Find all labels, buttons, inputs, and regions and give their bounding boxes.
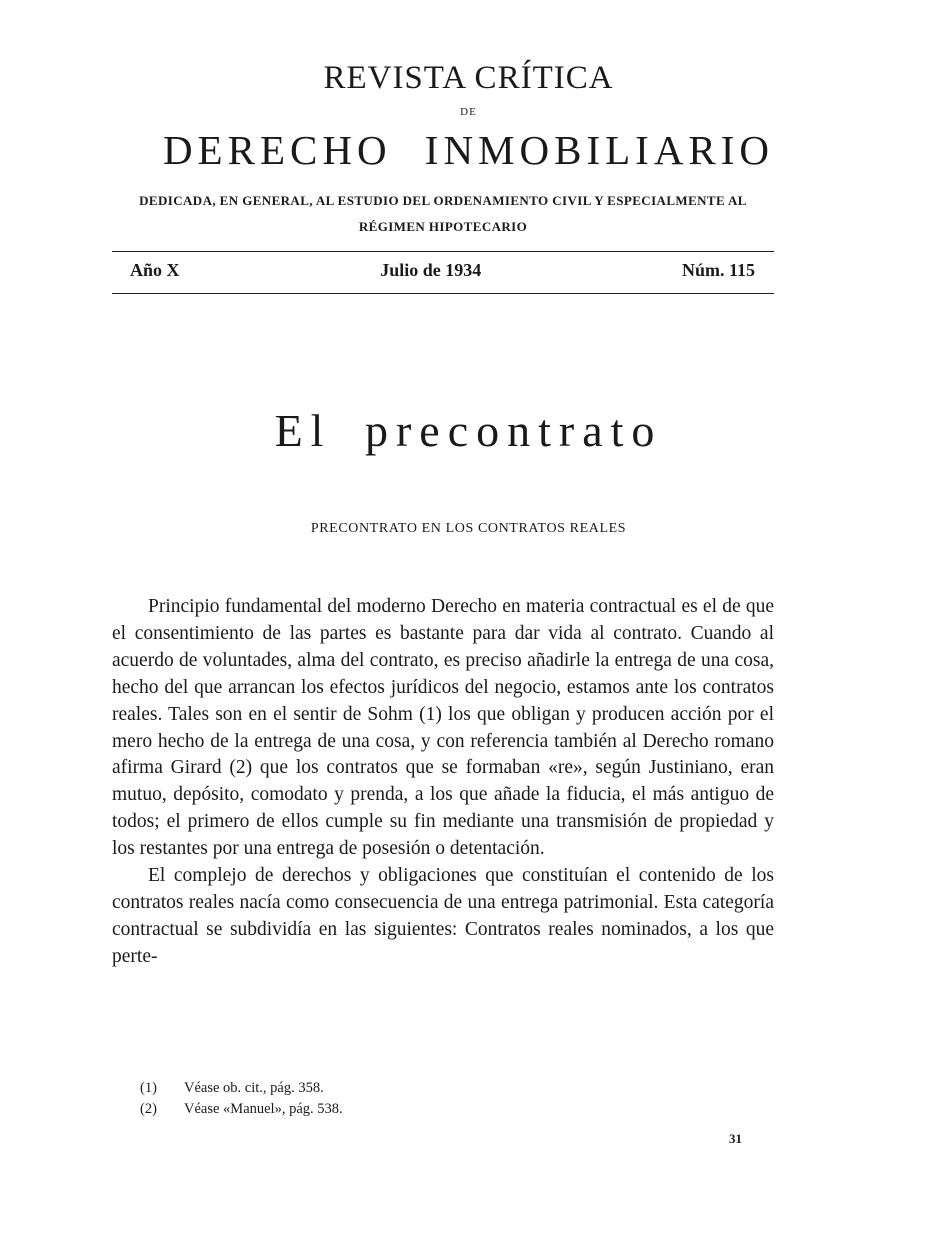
footnote-text: Véase «Manuel», pág. 538. [184,1101,343,1117]
journal-main-title: DERECHO INMOBILIARIO [162,127,775,173]
footnote [140,1099,740,1120]
header-rule-top [112,251,774,252]
article-body [112,594,774,971]
page-number: 31 [729,1131,742,1146]
article-title: El precontrato [274,405,663,456]
issue-info-row [130,260,755,281]
issue-date: Julio de 1934 [380,260,482,280]
journal-dedication: DEDICADA, EN GENERAL, AL ESTUDIO DEL ORDENAMIENTO CIVIL Y ESPECIALMENTE AL RÉGIMEN HIPOTECARIO [139,193,747,234]
issue-year: Año X [130,260,180,280]
footnotes [140,1078,740,1120]
journal-title-de: DE [460,106,477,118]
article-subtitle: PRECONTRATO EN LOS CONTRATOS REALES [310,521,627,536]
journal-title: REVISTA CRÍTICA [323,60,614,96]
footnote-text: Véase ob. cit., pág. 358. [184,1080,324,1096]
footnote-mark: (2) [140,1101,157,1117]
footnote [140,1078,740,1099]
body-paragraph: El complejo de derechos y obligaciones que constituían el contenido de los contratos reales nacía como consecuencia de una entrega patrimonial. Esta categoría contractual se subdividía en las siguientes: Contratos reales nominados, a los que perte- [112,865,774,967]
body-paragraph: Principio fundamental del moderno Derecho en materia contractual es el de que el consentimiento de las partes es bastante para dar vida al contrato. Cuando al acuerdo de voluntades, alma del contrato, es preciso añadirle la entrega de una cosa, hecho del que arrancan los efectos jurídicos del negocio, estamos ante los contratos reales. Tales son en el sentir de Sohm (1) los que obligan y producen acción por el mero hecho de la entrega de una cosa, y con referencia también al Derecho romano afirma Girard (2) que los contratos que se formaban «re», según Justiniano, eran mutuo, depósito, comodato y prenda, a los que añade la fiducia, el más antiguo de todos; el primero de ellos cumple su fin mediante una transmisión de propiedad y los restantes por una entrega de posesión o detentación. [112,596,774,860]
header-rule-bottom [112,293,774,294]
issue-number: Núm. 115 [681,260,755,280]
footnote-mark: (1) [140,1080,157,1096]
